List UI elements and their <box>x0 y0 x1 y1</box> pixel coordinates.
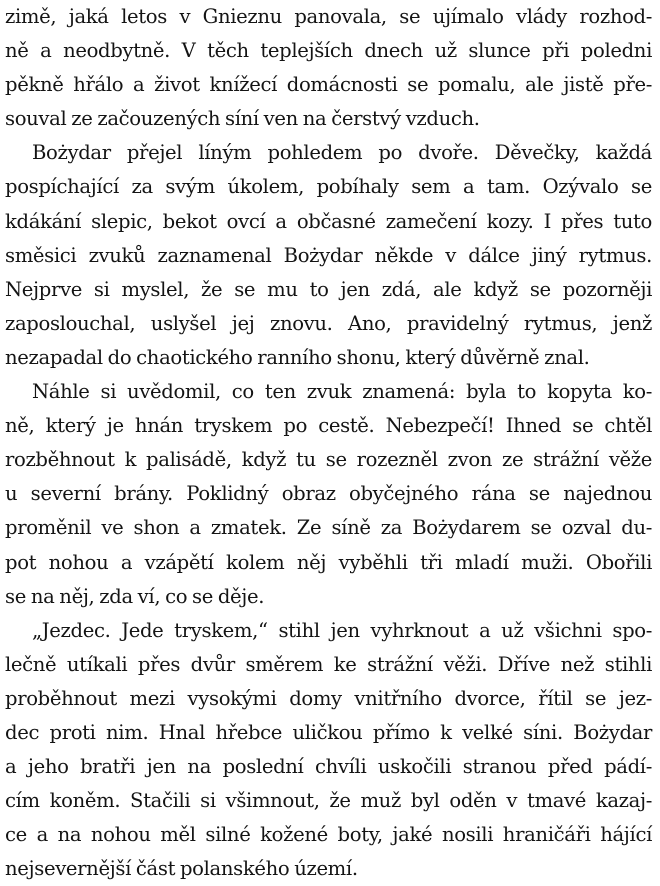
text-line: Nejprve si myslel, že se mu to jen zdá, ale když se pozorněji <box>5 277 652 301</box>
text-line: pospíchající za svým úkolem, pobíhaly sem a tam. Ozývalo se <box>5 175 652 199</box>
text-line: pot nohou a vzápětí kolem něj vyběhli tři mladí muži. Obořili <box>5 550 652 574</box>
text-line: proměnil ve shon a zmatek. Ze síně za Bożydarem se ozval du- <box>5 516 652 540</box>
text-line: a jeho bratři jen na poslední chvíli uskočili stranou před pádí- <box>5 755 652 779</box>
text-line: se na něj, zda ví, co se děje. <box>5 584 265 608</box>
text-line: Náhle si uvědomil, co ten zvuk znamená: byla to kopyta ko- <box>32 380 652 404</box>
text-line: ně, který je hnán tryskem po cestě. Nebezpečí! Ihned se chtěl <box>5 414 652 438</box>
text-line: dec proti nim. Hnal hřebce uličkou přímo k velké síni. Bożydar <box>5 720 652 744</box>
text-line: ně a neodbytně. V těch teplejších dnech už slunce při poledni <box>5 39 652 63</box>
text-line: u severní brány. Poklidný obraz obyčejného rána se najednou <box>5 482 652 506</box>
text-line: cím koněm. Stačili si všimnout, že muž byl oděn v tmavé kazaj- <box>5 789 652 813</box>
text-line: pěkně hřálo a život knížecí domácnosti se pomalu, ale jistě pře- <box>5 73 652 97</box>
text-line: rozběhnout k palisádě, když tu se rozezněl zvon ze strážní věže <box>5 448 652 472</box>
text-line: kdákání slepic, bekot ovcí a občasné zamečení kozy. I přes tuto <box>5 209 652 233</box>
text-line: „Jezdec. Jede tryskem,“ stihl jen vyhrknout a už všichni spo- <box>32 618 652 642</box>
text-line: souval ze začouzených síní ven na čerstvý vzduch. <box>5 107 480 131</box>
text-line: zimě, jaká letos v Gnieznu panovala, se ujímalo vlády rozhod- <box>5 5 652 28</box>
text-line: směsici zvuků zaznamenal Bożydar někde v dálce jiný rytmus. <box>5 243 652 267</box>
body-text <box>5 0 652 886</box>
text-line: proběhnout mezi vysokými domy vnitřního dvorce, řítil se jez- <box>5 686 652 710</box>
text-line: ce a na nohou měl silné kožené boty, jaké nosili hraničáři hájící <box>5 823 652 847</box>
text-line: Bożydar přejel líným pohledem po dvoře. Děvečky, každá <box>32 141 652 165</box>
text-line: lečně utíkali přes dvůr směrem ke strážní věži. Dříve než stihli <box>5 652 652 676</box>
text-line: zaposlouchal, uslyšel jej znovu. Ano, pravidelný rytmus, jenž <box>5 311 652 335</box>
text-line: nejsevernější část polanského území. <box>5 857 358 881</box>
text-line: nezapadal do chaotického ranního shonu, který důvěrně znal. <box>5 345 590 369</box>
